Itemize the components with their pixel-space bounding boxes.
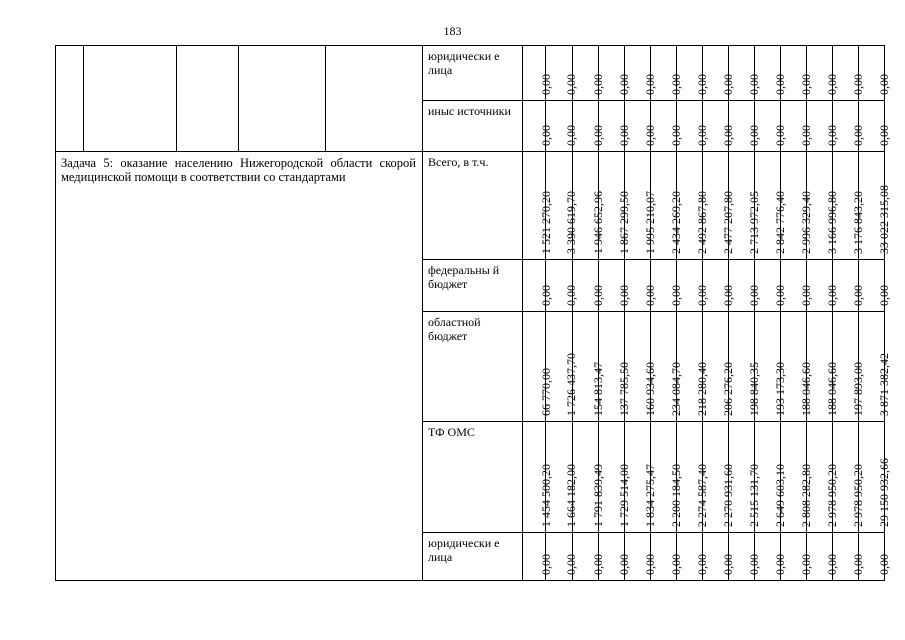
value-cell [859,260,891,312]
value-text: 0,00 [616,125,631,146]
value-cell [523,101,553,152]
value-text: 0,00 [746,285,761,306]
value-cell [755,152,787,260]
source-cell: областной бюджет [423,312,523,422]
value-cell [651,152,683,260]
value-cell [651,533,683,581]
value-cell [833,260,865,312]
value-text: 2 492 867,80 [694,191,709,254]
value-text: 0,00 [772,74,787,95]
value-text: 0,00 [850,285,865,306]
value-cell [833,101,865,152]
value-cell [677,312,709,422]
value-cell [546,46,578,101]
value-text: 2 996 329,40 [798,191,813,254]
value-cell [703,152,735,260]
value-cell [523,152,553,260]
value-text: 1 729 514,00 [616,464,631,527]
value-cell [677,260,709,312]
value-text: 0,00 [876,285,891,306]
value-text: 234 084,70 [668,362,683,416]
value-cell [651,260,683,312]
value-text: 1 664 182,00 [564,464,578,527]
value-cell [599,312,631,422]
value-text: 154 813,47 [590,362,605,416]
value-cell [625,312,657,422]
value-text: 0,00 [746,554,761,575]
value-cell [807,533,839,581]
value-text: 0,00 [746,74,761,95]
value-text: 0,00 [668,125,683,146]
value-cell [599,101,631,152]
value-text: 0,00 [642,74,657,95]
value-cell [599,152,631,260]
value-cell [625,152,657,260]
value-cell [729,533,761,581]
value-cell [807,312,839,422]
empty-cell [56,46,84,152]
value-cell [807,101,839,152]
value-cell [599,46,631,101]
value-cell [833,312,865,422]
value-text: 188 046,60 [824,362,839,416]
task-description: Задача 5: оказание населению Нижегородской области скорой медицинской помощи в соответствии со стандартами [56,152,423,581]
value-cell [546,533,578,581]
value-cell [523,533,553,581]
value-cell [625,46,657,101]
value-cell [807,260,839,312]
value-cell [523,46,553,101]
value-text: 0,00 [772,554,787,575]
value-text: 218 280,40 [694,362,709,416]
value-text: 1 521 270,20 [539,191,553,254]
value-text: 0,00 [668,554,683,575]
value-cell [523,422,553,533]
value-cell [625,101,657,152]
value-cell [546,152,578,260]
value-text: 2 200 184,50 [668,464,683,527]
value-text: 193 173,30 [772,362,787,416]
value-cell [781,46,813,101]
value-cell [703,422,735,533]
value-cell [523,312,553,422]
value-cell [781,422,813,533]
value-cell [807,46,839,101]
value-text: 2 274 587,40 [694,464,709,527]
value-cell [677,533,709,581]
value-text: 0,00 [798,554,813,575]
value-cell [755,312,787,422]
value-cell [833,152,865,260]
value-text: 2 434 269,20 [668,191,683,254]
value-text: 29 150 932,66 [876,458,891,527]
value-text: 0,00 [564,285,578,306]
value-text: 0,00 [798,74,813,95]
value-cell [546,312,578,422]
value-cell [703,260,735,312]
value-cell [729,101,761,152]
value-cell [833,46,865,101]
value-text: 1 454 500,20 [539,464,553,527]
value-text: 0,00 [876,554,891,575]
value-cell [755,422,787,533]
value-cell [729,312,761,422]
value-cell [651,422,683,533]
value-text: 0,00 [539,554,553,575]
value-text: 33 022 315,08 [876,185,891,254]
value-text: 0,00 [539,74,553,95]
source-cell: ТФ ОМС [423,422,523,533]
source-cell: иныс источники [423,101,523,152]
value-cell [729,260,761,312]
value-cell [573,101,605,152]
value-text: 0,00 [539,285,553,306]
value-text: 0,00 [798,125,813,146]
value-text: 2 515 131,70 [746,464,761,527]
value-text: 3 166 996,80 [824,191,839,254]
value-text: 0,00 [668,285,683,306]
value-text: 2 842 776,40 [772,191,787,254]
value-text: 0,00 [642,554,657,575]
value-text: 0,00 [694,285,709,306]
value-cell [703,533,735,581]
value-cell [573,312,605,422]
value-cell [625,533,657,581]
value-cell [833,422,865,533]
source-cell: юридически е лица [423,533,523,581]
value-cell [755,101,787,152]
value-text: 0,00 [720,554,735,575]
value-cell [546,101,578,152]
value-text: 0,00 [720,74,735,95]
value-text: 0,00 [876,74,891,95]
value-cell [755,533,787,581]
value-text: 2 270 931,60 [720,464,735,527]
value-cell [859,312,891,422]
source-cell: юридически е лица [423,46,523,101]
empty-cell [84,46,177,152]
value-cell [546,422,578,533]
value-text: 0,00 [539,125,553,146]
value-text: 0,00 [824,554,839,575]
value-text: 0,00 [642,125,657,146]
value-cell [573,260,605,312]
page-number: 183 [443,24,462,38]
value-text: 2 978 950,20 [850,464,865,527]
value-text: 0,00 [824,285,839,306]
value-text: 1 995 210,07 [642,191,657,254]
value-cell [651,312,683,422]
value-cell [546,260,578,312]
empty-cell [239,46,326,152]
value-text: 1 791 839,49 [590,464,605,527]
value-cell [755,260,787,312]
value-text: 0,00 [850,125,865,146]
value-cell [859,46,891,101]
value-text: 0,00 [590,74,605,95]
value-cell [781,101,813,152]
source-cell: федеральны й бюджет [423,260,523,312]
value-cell [651,101,683,152]
value-cell [859,152,891,260]
value-text: 0,00 [772,125,787,146]
value-cell [729,46,761,101]
table-row [56,152,885,260]
value-cell [573,422,605,533]
table-row [56,46,885,101]
value-text: 0,00 [668,74,683,95]
value-text: 3 871 382,42 [876,353,891,416]
value-text: 0,00 [746,125,761,146]
value-cell [781,533,813,581]
value-text: 0,00 [616,74,631,95]
value-text: 1 946 652,96 [590,191,605,254]
value-text: 66 770,00 [539,368,553,416]
value-cell [625,260,657,312]
value-cell [703,46,735,101]
value-text: 0,00 [590,125,605,146]
value-cell [625,422,657,533]
value-cell [755,46,787,101]
value-text: 0,00 [694,74,709,95]
value-cell [781,152,813,260]
value-text: 1 726 437,70 [564,353,578,416]
value-text: 0,00 [590,554,605,575]
value-cell [729,422,761,533]
value-text: 197 893,00 [850,362,865,416]
value-text: 1 867 299,50 [616,191,631,254]
value-text: 0,00 [564,74,578,95]
value-text: 198 840,35 [746,362,761,416]
value-cell [859,422,891,533]
value-cell [859,533,891,581]
value-text: 0,00 [720,285,735,306]
value-text: 0,00 [850,74,865,95]
value-text: 0,00 [798,285,813,306]
value-text: 1 834 275,47 [642,464,657,527]
value-cell [807,422,839,533]
value-cell [703,101,735,152]
empty-cell [177,46,239,152]
value-cell [677,101,709,152]
value-cell [781,312,813,422]
value-text: 0,00 [850,554,865,575]
value-text: 188 046,60 [798,362,813,416]
value-cell [677,152,709,260]
value-text: 2 477 207,80 [720,191,735,254]
value-text: 2 649 603,10 [772,464,787,527]
value-text: 3 176 843,20 [850,191,865,254]
value-text: 0,00 [616,285,631,306]
value-cell [833,533,865,581]
value-cell [651,46,683,101]
value-cell [859,101,891,152]
value-cell [703,312,735,422]
value-cell [573,46,605,101]
financing-table [55,45,891,581]
value-cell [599,422,631,533]
value-cell [573,533,605,581]
value-text: 0,00 [876,125,891,146]
value-cell [599,260,631,312]
value-cell [573,152,605,260]
value-text: 137 785,50 [616,362,631,416]
value-cell [729,152,761,260]
value-text: 2 808 282,80 [798,464,813,527]
value-cell [677,46,709,101]
value-text: 0,00 [564,125,578,146]
value-text: 3 390 619,70 [564,191,578,254]
value-text: 0,00 [694,554,709,575]
value-cell [599,533,631,581]
value-text: 2 978 950,20 [824,464,839,527]
value-text: 0,00 [564,554,578,575]
value-text: 206 276,20 [720,362,735,416]
value-cell [677,422,709,533]
empty-cell [326,46,423,152]
value-text: 2 713 972,05 [746,191,761,254]
value-text: 0,00 [694,125,709,146]
value-text: 0,00 [772,285,787,306]
value-cell [523,260,553,312]
value-text: 0,00 [824,125,839,146]
value-text: 0,00 [720,125,735,146]
value-cell [781,260,813,312]
value-cell [807,152,839,260]
value-text: 0,00 [642,285,657,306]
value-text: 0,00 [616,554,631,575]
source-cell: Всего, в т.ч. [423,152,523,260]
value-text: 160 934,60 [642,362,657,416]
value-text: 0,00 [590,285,605,306]
value-text: 0,00 [824,74,839,95]
